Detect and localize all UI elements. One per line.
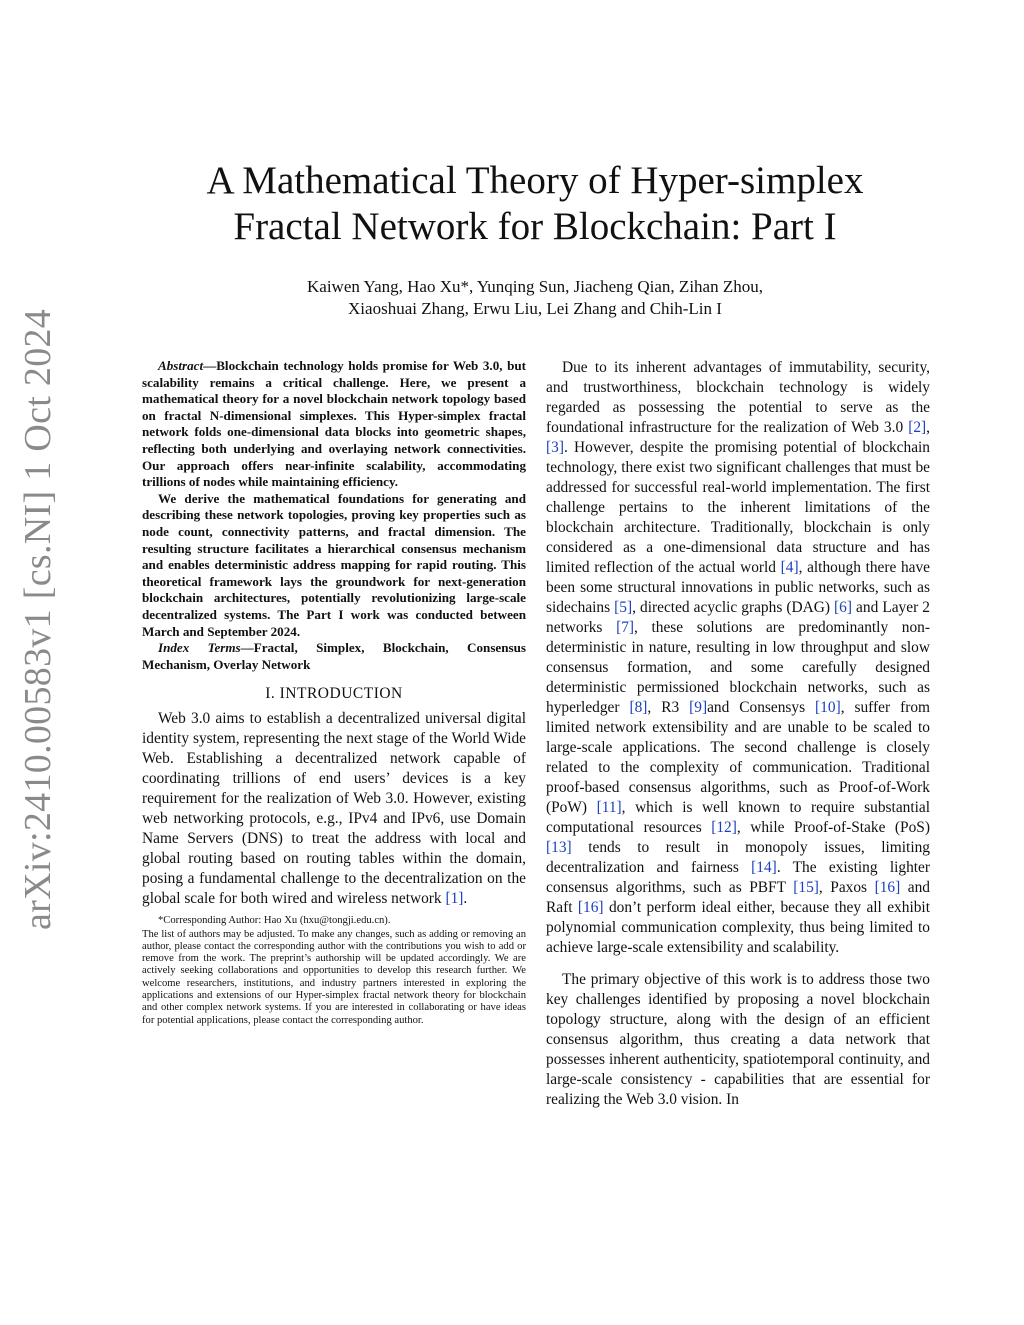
citation-link[interactable]: [8] [629, 699, 648, 716]
footnote-authorship-note: The list of authors may be adjusted. To make any changes, such as adding or removing an author, please contact the corresponding author with the contributions you wish to add or remove from the work. The preprint’s authorship will be updated accordingly. We are actively seeking collaborations and opportunities to develop this research further. We welcome researchers, institutions, and industry partners interested in exploring the applications and extensions of our Hyper-simplex fractal network theory for blockchain and other complex network systems. If you are interested in collaborating or have ideas for potential applications, please contact the corresponding author. [142, 928, 526, 1026]
text-run: . The existing lighter consensus algorithms, such as PBFT [546, 859, 931, 896]
citation-link[interactable]: [6] [834, 599, 852, 616]
text-run: and Consensys [707, 699, 816, 716]
abstract-paragraph-2: We derive the mathematical foundations for generating and describing these network topologies, proving key properties such as node count, connectivity patterns, and fractal dimension. The resulting structure facilitates a hierarchical consensus mechanism and enables deterministic address mapping for rapid routing. This theoretical framework lays the groundwork for next-generation blockchain architectures, potentially revolutionizing large-scale decentralized systems. The Part I work was conducted between March and September 2024. [142, 490, 526, 639]
text-run: Due to its inherent advantages of immutability, security, and trustworthiness, blockchain technology is widely regarded as possessing the potential to serve as the foundational infrastructure for the realization of Web 3.0 [546, 359, 930, 436]
intro-text-end: . [463, 890, 468, 908]
footnote-corresponding-author: *Corresponding Author: Hao Xu (hxu@tongji.edu.cn). [158, 915, 391, 927]
author-list [140, 276, 930, 320]
citation-link[interactable]: [10] [815, 699, 841, 716]
authors-line-2: Xiaoshuai Zhang, Erwu Liu, Lei Zhang and Chih-Lin I [348, 299, 722, 318]
index-terms-text: —Fractal, Simplex, Blockchain, Consensus Mechanism, Overlay Network [142, 640, 526, 672]
text-run: , [926, 419, 930, 436]
title-line-2: Fractal Network for Blockchain: Part I [233, 205, 837, 248]
citation-link[interactable]: [4] [780, 559, 799, 576]
text-run: and Raft [546, 879, 930, 916]
citation-link[interactable]: [16] [577, 899, 604, 916]
abstract-paragraph-1 [142, 358, 526, 491]
citation-link[interactable]: [9] [689, 699, 708, 716]
citation-link[interactable]: [5] [614, 599, 633, 616]
abstract-text-1: —Blockchain technology holds promise for Web 3.0, but scalability remains a critical challenge. Here, we present a mathematical theory for a novel blockchain network topology based on fractal N-dimensional simplexes. This Hyper-simplex fractal network folds one-dimensional data blocks into geometric shapes, reflecting both underlying and overlaying network connectivities. Our approach offers near-infinite scalability, accommodating trillions of nodes while maintaining efficiency. [142, 358, 526, 490]
text-run: , R3 [647, 699, 690, 716]
intro-paragraph-1 [142, 709, 526, 909]
text-run: , which is well known to require substantial computational resources [546, 799, 931, 836]
citation-link[interactable]: [14] [751, 859, 777, 876]
authors-line-1: Kaiwen Yang, Hao Xu*, Yunqing Sun, Jiacheng Qian, Zihan Zhou, [307, 277, 763, 296]
text-run: , suffer from limited network extensibility and are unable to be scaled to large-scale applications. The second challenge is closely related to the complexity of communication. Traditional proof-based consensus algorithms, such as Proof-of-Work (PoW) [546, 699, 930, 816]
index-terms [142, 640, 526, 673]
citation-link[interactable]: [15] [793, 879, 819, 896]
intro-paragraph-2 [546, 358, 930, 958]
section-heading-introduction: I. INTRODUCTION [265, 685, 403, 703]
arxiv-identifier: arXiv:2410.00583v1 [cs.NI] 1 Oct 2024 [17, 308, 59, 930]
index-terms-label: Index Terms [158, 640, 241, 656]
citation-link[interactable]: [16] [874, 879, 901, 896]
paper-title [140, 158, 930, 250]
citation-link[interactable]: [12] [711, 819, 737, 836]
left-column [142, 358, 526, 1027]
right-column [546, 358, 930, 1110]
text-run: . However, despite the promising potential of blockchain technology, there exist two significant challenges that must be addressed for successful real-world implementation. The first challenge pertains to the inherent limitations of the blockchain architecture. Traditionally, blockchain is only considered as a one-dimensional data structure and has limited reflection of the actual world [546, 439, 930, 576]
citation-link[interactable]: [11] [596, 799, 622, 816]
text-run: tends to result in monopoly issues, limiting decentralization and fairness [546, 839, 930, 876]
text-run: , although there have been some structural innovations in public networks, such as sidechains [546, 559, 931, 616]
text-run: , directed acyclic graphs (DAG) [632, 599, 835, 616]
text-run: and Layer 2 networks [546, 599, 930, 636]
citation-link[interactable]: [13] [546, 839, 572, 856]
text-run: , these solutions are predominantly non-deterministic in nature, resulting in low throughput and slow consensus formation, and some carefully designed deterministic permissioned blockchain networks, such as hyperledger [546, 619, 930, 716]
intro-text: Web 3.0 aims to establish a decentralized universal digital identity system, representing the next stage of the World Wide Web. Establishing a decentralized network capable of coordinating trillions of end users’ devices is a key requirement for the realization of Web 3.0. However, existing web networking protocols, e.g., IPv4 and IPv6, use Domain Name Servers (DNS) to treat the address with local and global routing based on routing tables within the domain, posing a fundamental challenge to the decentralization on the global scale for both wired and wireless network [142, 710, 526, 908]
abstract-label: Abstract [158, 358, 204, 373]
text-run: , Paxos [818, 879, 875, 896]
title-line-1: A Mathematical Theory of Hyper-simplex [206, 159, 864, 202]
text-run: don’t perform ideal either, because they all exhibit polynomial communication complexity, thus being limited to achieve large-scale extensibility and scalability. [546, 899, 930, 956]
citation-link[interactable]: [7] [616, 619, 635, 636]
intro-paragraph-3: The primary objective of this work is to address those two key challenges identified by proposing a novel blockchain topology structure, along with the design of an efficient consensus algorithm, thus creating a data network that possesses inherent authenticity, spatiotemporal continuity, and large-scale consistency - capabilities that are essential for realizing the Web 3.0 vision. In [546, 971, 930, 1108]
citation-link[interactable]: [3] [546, 439, 564, 456]
text-run: , while Proof-of-Stake (PoS) [736, 819, 930, 836]
citation-link[interactable]: [1] [445, 890, 464, 908]
citation-link[interactable]: [2] [908, 419, 927, 436]
